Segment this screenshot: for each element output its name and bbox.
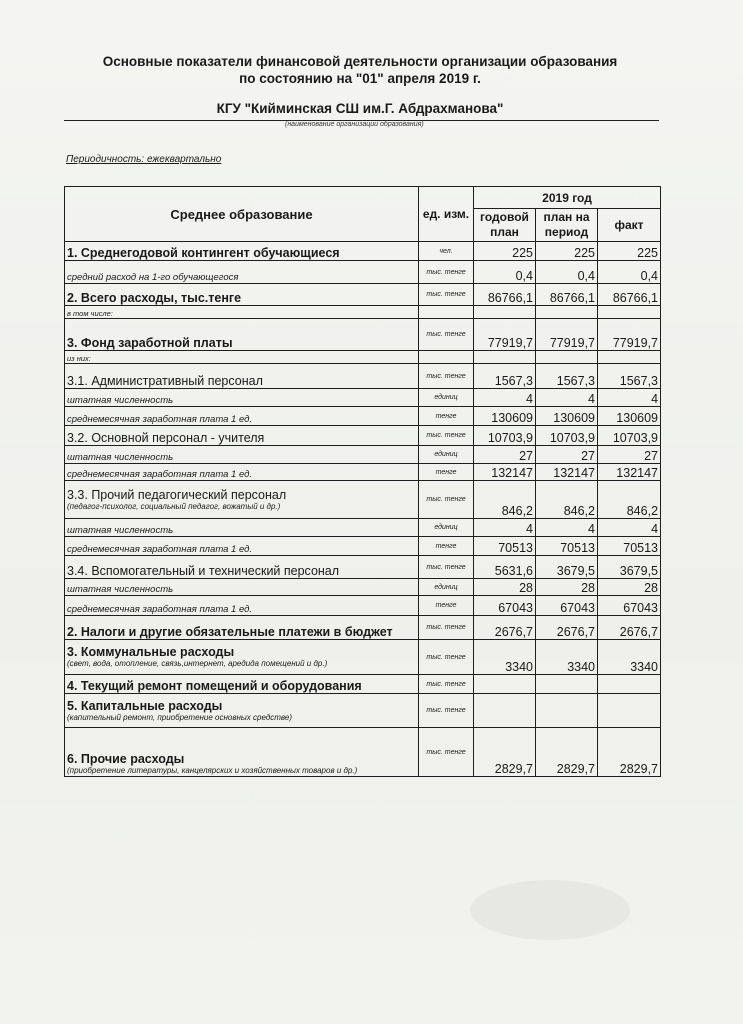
table-row — [65, 242, 661, 261]
row-label: среднемесячная заработная плата 1 ед. — [65, 537, 419, 556]
table-row — [65, 640, 661, 675]
row-unit: тенге — [419, 537, 474, 556]
cell-period: 0,4 — [536, 261, 598, 284]
cell-fact — [598, 306, 661, 319]
table-row — [65, 728, 661, 777]
row-label: 3.4. Вспомогательный и технический персонал — [65, 556, 419, 579]
row-note: (свет, вода, отопление, связь,интернет, аредида помещений и др.) — [67, 659, 328, 668]
header-unit: ед. изм. — [419, 187, 474, 242]
cell-annual — [474, 694, 536, 728]
row-unit: тыс. тенге — [419, 364, 474, 389]
table-row — [65, 556, 661, 579]
organization-caption: (наименование организации образования) — [285, 121, 424, 128]
row-unit: тыс. тенге — [419, 426, 474, 446]
row-label: штатная численность — [65, 389, 419, 407]
row-unit — [419, 351, 474, 364]
row-unit: единиц — [419, 579, 474, 596]
cell-period: 132147 — [536, 464, 598, 481]
header-section: Среднее образование — [65, 187, 419, 242]
table-row — [65, 426, 661, 446]
cell-fact: 3679,5 — [598, 556, 661, 579]
row-label: из них: — [65, 351, 419, 364]
row-note: (приобретение литературы, канцелярских и хозяйственных товаров и др.) — [67, 766, 358, 775]
row-unit: тыс. тенге — [419, 675, 474, 694]
cell-period — [536, 306, 598, 319]
row-label: 3.2. Основной персонал - учителя — [65, 426, 419, 446]
cell-annual: 28 — [474, 579, 536, 596]
row-label: 1. Среднегодовой контингент обучающиеся — [65, 242, 419, 261]
cell-period: 3679,5 — [536, 556, 598, 579]
cell-period — [536, 675, 598, 694]
cell-annual: 5631,6 — [474, 556, 536, 579]
table-row — [65, 579, 661, 596]
cell-annual: 77919,7 — [474, 319, 536, 351]
cell-fact: 67043 — [598, 596, 661, 616]
row-unit: чел. — [419, 242, 474, 261]
cell-annual: 86766,1 — [474, 284, 536, 306]
cell-fact: 130609 — [598, 407, 661, 426]
row-unit: тыс. тенге — [419, 284, 474, 306]
cell-fact: 1567,3 — [598, 364, 661, 389]
periodicity-label: Периодичность: ежеквартально — [66, 154, 222, 165]
cell-fact: 70513 — [598, 537, 661, 556]
row-label: 6. Прочие расходы — [67, 752, 185, 766]
row-unit: тенге — [419, 407, 474, 426]
cell-annual — [474, 306, 536, 319]
table-row — [65, 319, 661, 351]
cell-period: 10703,9 — [536, 426, 598, 446]
row-note: (педагог-психолог, социальный педагог, вожатый и др.) — [67, 501, 281, 511]
cell-annual: 846,2 — [474, 481, 536, 519]
cell-fact: 77919,7 — [598, 319, 661, 351]
cell-annual: 70513 — [474, 537, 536, 556]
row-label: 3.1. Административный персонал — [65, 364, 419, 389]
table-row — [65, 351, 661, 364]
cell-period: 846,2 — [536, 481, 598, 519]
row-label: штатная численность — [65, 446, 419, 464]
table-row — [65, 694, 661, 728]
row-label: среднемесячная заработная плата 1 ед. — [65, 407, 419, 426]
cell-period: 1567,3 — [536, 364, 598, 389]
cell-annual: 2676,7 — [474, 616, 536, 640]
row-unit: тенге — [419, 596, 474, 616]
row-unit: тыс. тенге — [419, 728, 474, 777]
header-fact: факт — [598, 209, 661, 242]
cell-fact: 0,4 — [598, 261, 661, 284]
row-label: 5. Капитальные расходы — [67, 698, 223, 713]
cell-annual: 4 — [474, 389, 536, 407]
cell-fact: 3340 — [598, 640, 661, 675]
cell-annual: 130609 — [474, 407, 536, 426]
cell-period: 86766,1 — [536, 284, 598, 306]
cell-period: 28 — [536, 579, 598, 596]
cell-fact: 4 — [598, 519, 661, 537]
cell-fact: 225 — [598, 242, 661, 261]
table-row — [65, 284, 661, 306]
cell-fact — [598, 351, 661, 364]
row-label: штатная численность — [65, 519, 419, 537]
cell-annual: 3340 — [474, 640, 536, 675]
cell-period: 4 — [536, 519, 598, 537]
header-annual-plan: годовой план — [474, 209, 536, 242]
table-row — [65, 261, 661, 284]
row-unit: тенге — [419, 464, 474, 481]
table-row — [65, 616, 661, 640]
row-label: 3. Фонд заработной платы — [65, 319, 419, 351]
cell-annual: 132147 — [474, 464, 536, 481]
cell-period: 130609 — [536, 407, 598, 426]
document-title-line2: по состоянию на "01" апреля 2019 г. — [239, 71, 481, 86]
cell-period: 2829,7 — [536, 728, 598, 777]
row-label: в том числе: — [65, 306, 419, 319]
row-label-cell — [65, 728, 419, 777]
row-unit — [419, 306, 474, 319]
cell-fact: 2829,7 — [598, 728, 661, 777]
table-row — [65, 481, 661, 519]
row-unit: тыс. тенге — [419, 481, 474, 519]
document-title-line1: Основные показатели финансовой деятельности организации образования — [102, 54, 618, 69]
cell-fact — [598, 694, 661, 728]
table-row — [65, 407, 661, 426]
cell-fact — [598, 675, 661, 694]
organization-name: КГУ "Кийминская СШ им.Г. Абдрахманова" — [216, 101, 504, 116]
cell-period: 70513 — [536, 537, 598, 556]
cell-annual: 4 — [474, 519, 536, 537]
table-row — [65, 537, 661, 556]
table-row — [65, 389, 661, 407]
row-unit: единиц — [419, 446, 474, 464]
row-label: 4. Текущий ремонт помещений и оборудования — [65, 675, 419, 694]
header-year: 2019 год — [474, 187, 661, 209]
row-label: 3. Коммунальные расходы — [67, 645, 235, 659]
row-unit: единиц — [419, 519, 474, 537]
cell-period — [536, 694, 598, 728]
cell-annual: 2829,7 — [474, 728, 536, 777]
cell-period: 4 — [536, 389, 598, 407]
table-row — [65, 675, 661, 694]
cell-annual: 27 — [474, 446, 536, 464]
cell-fact: 2676,7 — [598, 616, 661, 640]
financial-table — [64, 186, 661, 777]
row-unit: единиц — [419, 389, 474, 407]
cell-annual — [474, 675, 536, 694]
table-row — [65, 364, 661, 389]
table-row — [65, 446, 661, 464]
cell-annual: 67043 — [474, 596, 536, 616]
row-label: штатная численность — [65, 579, 419, 596]
table-row — [65, 596, 661, 616]
cell-fact: 10703,9 — [598, 426, 661, 446]
row-label: среднемесячная заработная плата 1 ед. — [65, 464, 419, 481]
row-label: 2. Налоги и другие обязательные платежи в бюджет — [65, 616, 419, 640]
row-note: (капительный ремонт, приобретение основных средстве) — [67, 712, 293, 722]
row-unit: тыс. тенге — [419, 694, 474, 728]
cell-fact: 27 — [598, 446, 661, 464]
row-label: средний расход на 1-го обучающегося — [65, 261, 419, 284]
cell-fact: 132147 — [598, 464, 661, 481]
row-label-cell — [65, 481, 419, 519]
row-unit: тыс. тенге — [419, 616, 474, 640]
cell-annual — [474, 351, 536, 364]
cell-fact: 28 — [598, 579, 661, 596]
scan-smudge — [470, 880, 630, 940]
cell-period: 67043 — [536, 596, 598, 616]
cell-fact: 846,2 — [598, 481, 661, 519]
row-label: 2. Всего расходы, тыс.тенге — [65, 284, 419, 306]
cell-annual: 0,4 — [474, 261, 536, 284]
cell-annual: 225 — [474, 242, 536, 261]
row-label: 3.3. Прочий педагогический персонал — [67, 487, 287, 502]
cell-period: 2676,7 — [536, 616, 598, 640]
row-unit: тыс. тенге — [419, 556, 474, 579]
cell-fact: 4 — [598, 389, 661, 407]
table-row — [65, 464, 661, 481]
row-label: среднемесячная заработная плата 1 ед. — [65, 596, 419, 616]
cell-annual: 10703,9 — [474, 426, 536, 446]
row-unit: тыс. тенге — [419, 261, 474, 284]
header-period-plan: план на период — [536, 209, 598, 242]
cell-fact: 86766,1 — [598, 284, 661, 306]
cell-period: 3340 — [536, 640, 598, 675]
cell-period: 27 — [536, 446, 598, 464]
cell-annual: 1567,3 — [474, 364, 536, 389]
row-unit: тыс. тенге — [419, 640, 474, 675]
row-unit: тыс. тенге — [419, 319, 474, 351]
table-row — [65, 306, 661, 319]
cell-period: 225 — [536, 242, 598, 261]
row-label-cell — [65, 694, 419, 728]
cell-period — [536, 351, 598, 364]
cell-period: 77919,7 — [536, 319, 598, 351]
row-label-cell — [65, 640, 419, 675]
table-row — [65, 519, 661, 537]
